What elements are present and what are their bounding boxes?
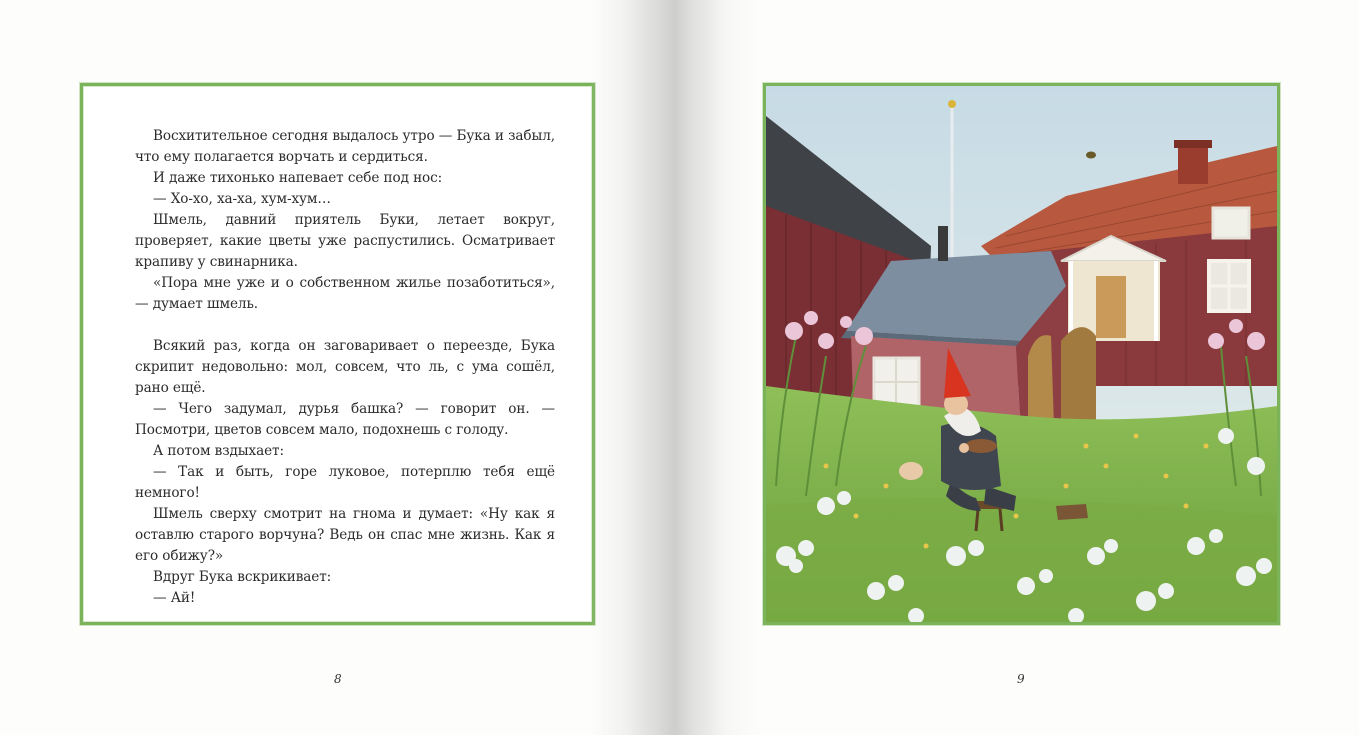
paragraph: — Хо-хо, ха-ха, хум-хум…: [153, 191, 331, 207]
paragraph: Всякий раз, когда он заговаривает о переезде, Бука скрипит недовольно: мол, совсем, что ль, с ума сошёл, рано ещё.: [135, 338, 555, 396]
paragraph: — Так и быть, горе луковое, потерплю тебя ещё немного!: [135, 464, 555, 501]
paragraph: — Чего задумал, дурья башка? — говорит он. — Посмотри, цветов совсем мало, подохнешь с голоду.: [135, 401, 555, 438]
flagpole-top: [948, 100, 956, 108]
chimney-cap: [1174, 140, 1212, 148]
gate-left: [1028, 335, 1054, 426]
chimney: [1178, 144, 1208, 184]
paragraph: Шмель, давний приятель Буки, летает вокруг, проверяет, какие цветы уже распустились. Осматривает крапиву у свинарника.: [135, 212, 555, 270]
paragraph: — Ай!: [153, 590, 196, 606]
bowl: [965, 439, 997, 453]
page-number-left: 8: [334, 672, 342, 686]
text-frame: [80, 83, 595, 625]
page-number-right: 9: [1017, 672, 1025, 686]
book-gutter-shadow: [590, 0, 760, 735]
paragraph: А потом вздыхает:: [153, 443, 284, 459]
paragraph: И даже тихонько напевает себе под нос:: [153, 170, 443, 186]
porch-door: [1096, 276, 1126, 338]
gate-right: [1061, 327, 1096, 424]
stovepipe: [938, 226, 948, 261]
bare-foot: [899, 462, 923, 480]
meadow-foreground: [766, 498, 1277, 622]
gnome-farm-illustration: [766, 86, 1277, 622]
right-page: [680, 0, 1359, 735]
window: [1213, 208, 1249, 238]
paragraph: Шмель сверху смотрит на гнома и думает: «Ну как я оставлю старого ворчуна? Ведь он спас мне жизнь. Как я его обижу?»: [135, 506, 555, 564]
boot: [1056, 504, 1088, 520]
paragraph: Вдруг Бука вскрикивает:: [153, 569, 332, 585]
story-text: [135, 126, 555, 609]
paragraph: Восхитительное сегодня выдалось утро — Бука и забыл, что ему полагается ворчать и сердиться.: [135, 128, 555, 165]
paragraph-gap: [135, 315, 555, 336]
paragraph: «Пора мне уже и о собственном жилье позаботиться», — думает шмель.: [135, 275, 555, 312]
bumblebee-icon: [1086, 152, 1096, 159]
illustration-frame: [763, 83, 1280, 625]
